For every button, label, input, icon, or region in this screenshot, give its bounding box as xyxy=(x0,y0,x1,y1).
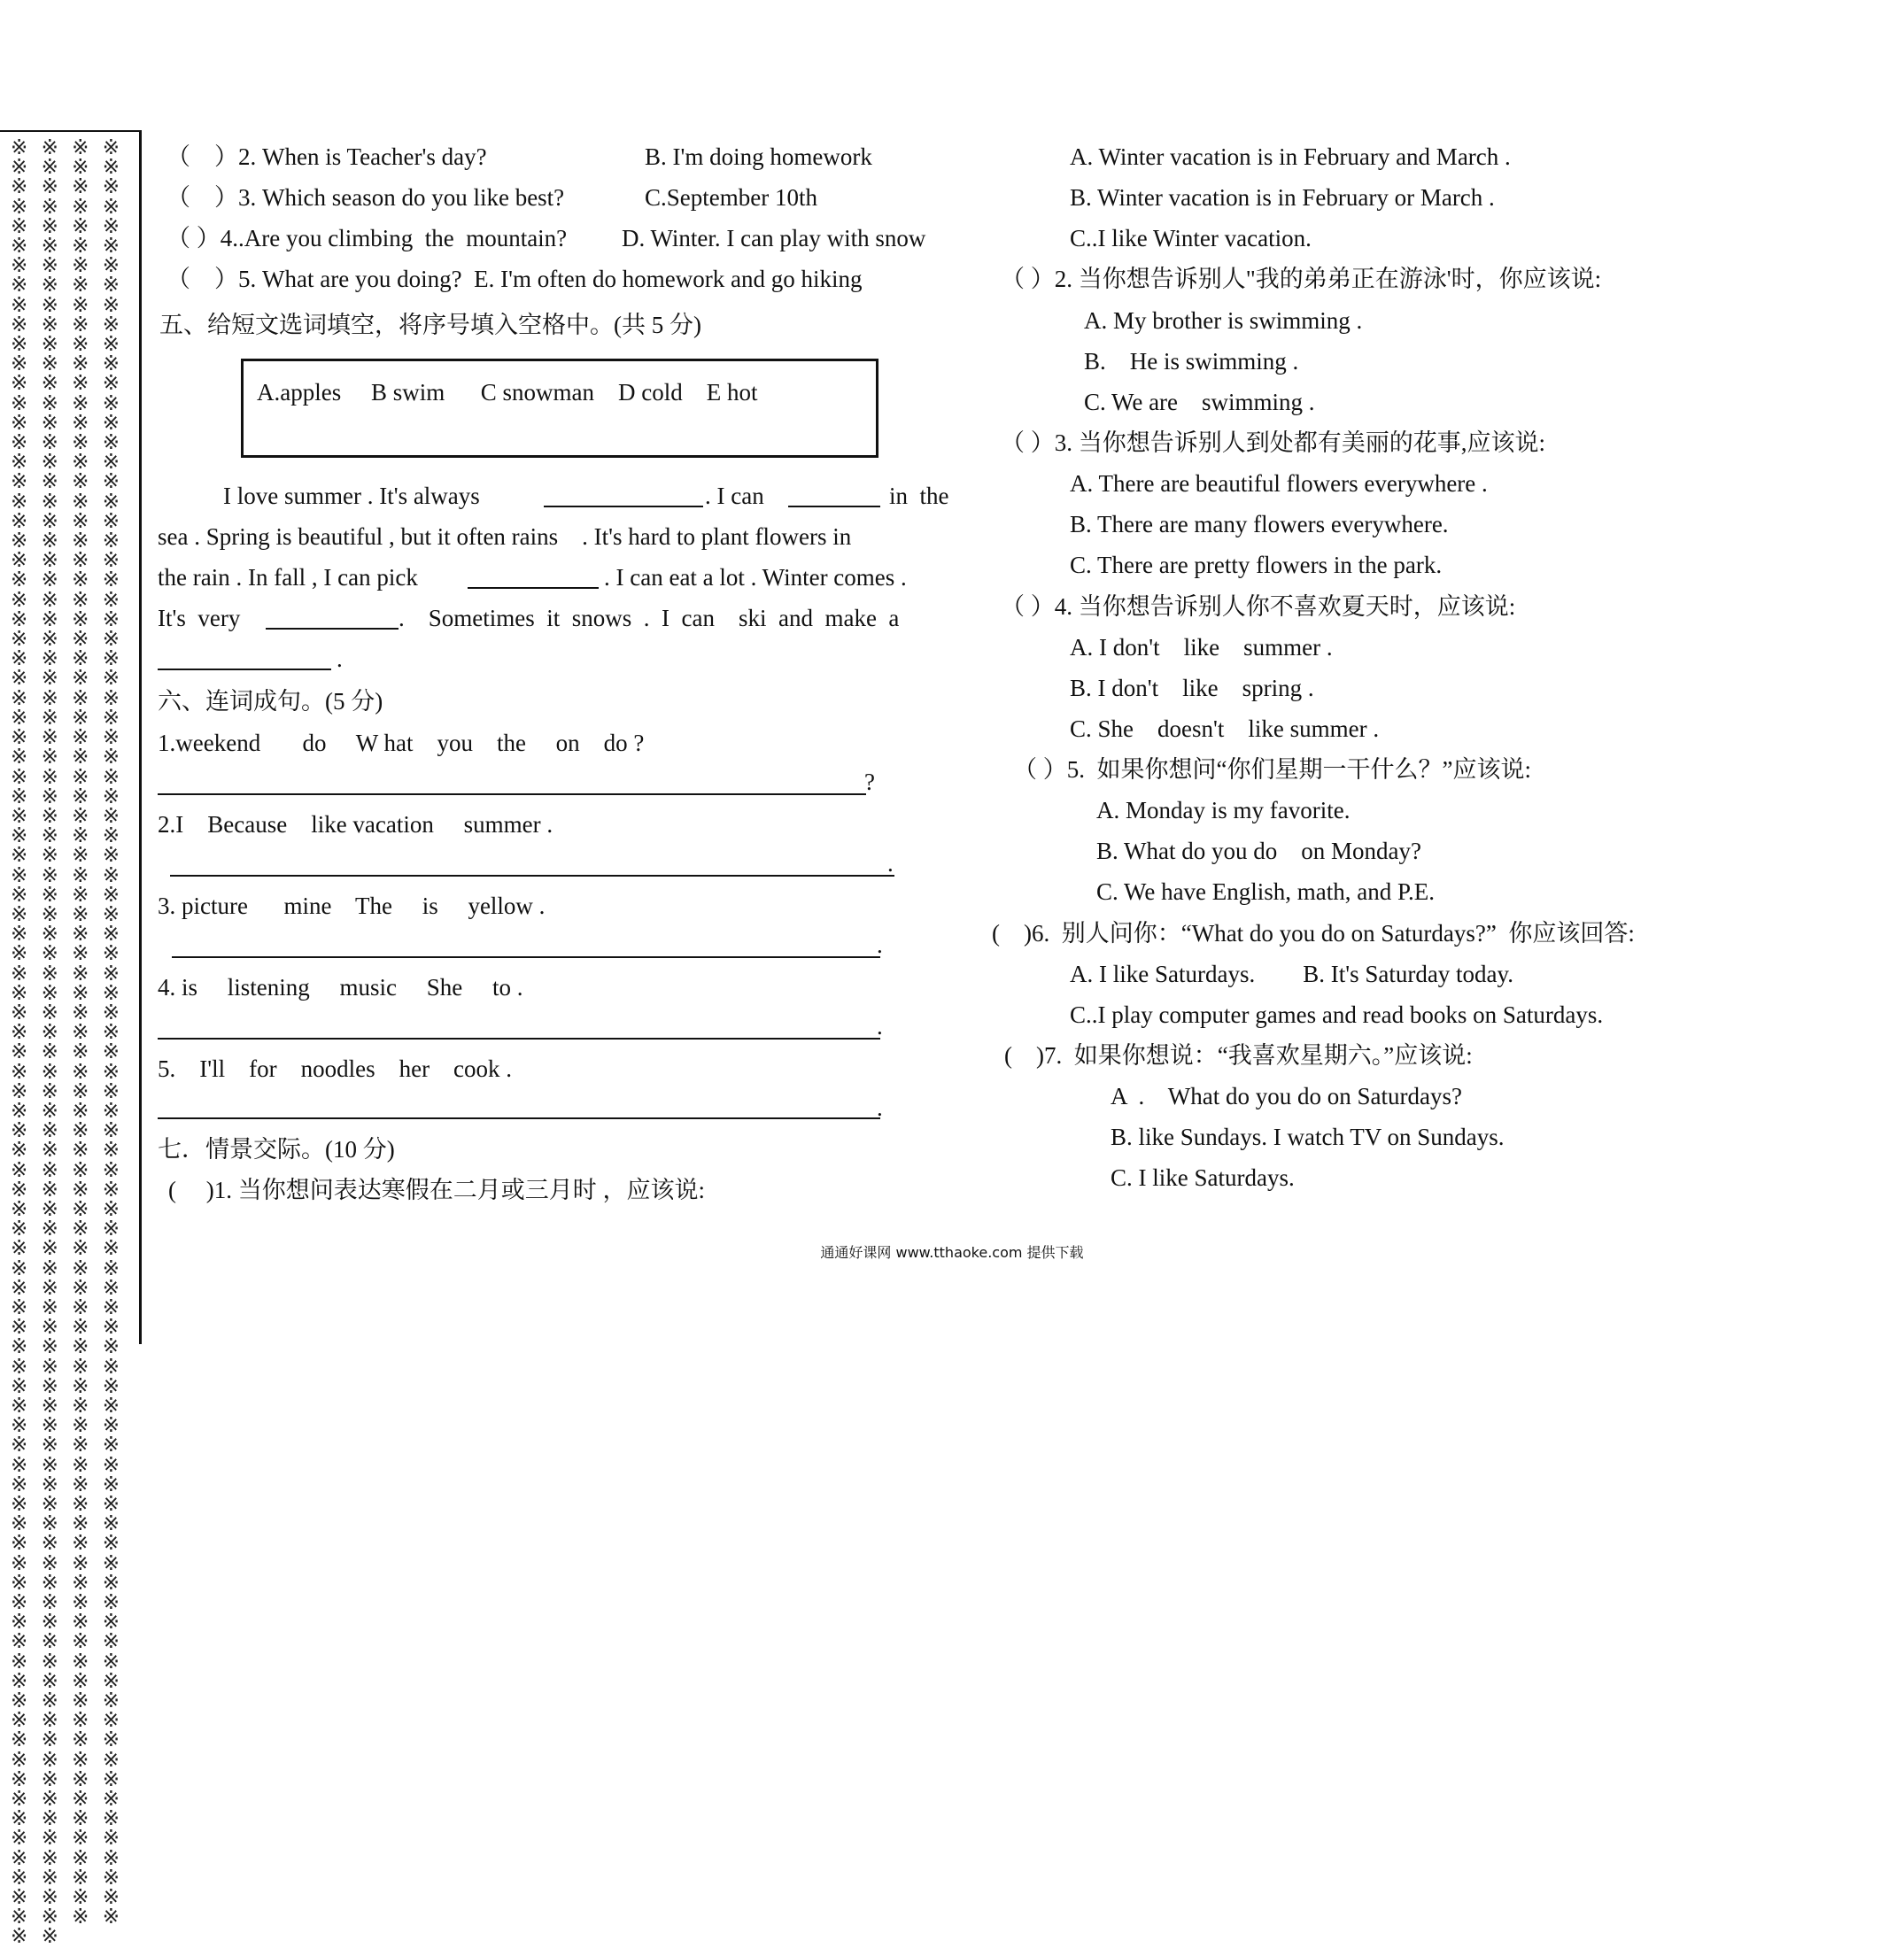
section-5-title: 五、给短文选词填空，将序号填入空格中。(共 5 分) xyxy=(159,312,701,338)
answer-c: C.September 10th xyxy=(645,184,817,211)
section-7-title: 七．情景交际。(10 分) xyxy=(158,1136,395,1163)
q7-1-option-a: A. Winter vacation is in February and March . xyxy=(1070,143,1511,170)
answer-line-2[interactable] xyxy=(170,875,894,877)
q7-2-option-b: B. He is swimming . xyxy=(1084,348,1299,375)
answer-b: B. I'm doing homework xyxy=(645,143,872,170)
paragraph-line-1a: I love summer . It's always xyxy=(223,483,480,509)
paragraph-line-4b: . Sometimes it snows . I can ski and make a xyxy=(399,605,900,631)
paragraph-line-5: . xyxy=(337,645,343,672)
answer-line-1[interactable] xyxy=(158,793,866,795)
answer-line-5[interactable] xyxy=(158,1117,880,1119)
question-7-3: （ ）3. 当你想告诉别人到处都有美丽的花事,应该说: xyxy=(1001,429,1546,456)
q7-6-options-ab: A. I like Saturdays. B. It's Saturday today. xyxy=(1070,961,1514,987)
question-4-4: （ ）4..Are you climbing the mountain? xyxy=(166,225,568,251)
blank-1[interactable] xyxy=(544,506,703,507)
question-7-6: ( )6. 别人问你：“What do you do on Saturdays?” 你应该回答: xyxy=(992,920,1635,947)
sentence-1-words: 1.weekend do W hat you the on do ? xyxy=(158,730,645,756)
answer-line-1-end: ? xyxy=(864,769,875,795)
q7-3-option-a: A. There are beautiful flowers everywhere . xyxy=(1070,470,1488,497)
q7-4-option-a: A. I don't like summer . xyxy=(1070,634,1333,661)
blank-4[interactable] xyxy=(266,628,399,630)
q7-6-option-c: C..I play computer games and read books on Saturdays. xyxy=(1070,1001,1604,1028)
q7-2-option-a: A. My brother is swimming . xyxy=(1084,307,1363,334)
sentence-3-words: 3. picture mine The is yellow . xyxy=(158,893,546,919)
margin-top-line xyxy=(0,130,142,132)
question-4-3: （ ）3. Which season do you like best? xyxy=(166,184,565,211)
answer-line-3-end: . xyxy=(877,931,883,958)
question-7-4: （ ）4. 当你想告诉别人你不喜欢夏天时，应该说: xyxy=(1001,593,1516,620)
answer-line-2-end: . xyxy=(887,850,894,877)
footer-credit: 通通好课网 www.tthaoke.com 提供下载 xyxy=(820,1244,1084,1261)
answer-line-5-end: . xyxy=(877,1094,883,1121)
margin-star-pattern: ※ ※ ※ ※ ※ ※ ※ ※ ※ ※ ※ ※ ※ ※ ※ ※ ※ ※ ※ ※ ※ ※ ※ ※ ※ ※ ※ ※ ※ ※ ※ ※ ※ ※ ※ ※ ※ ※ ※ ※ ※ ※ ※ ※ ※ ※ ※ ※ ※ ※ ※ ※ ※ ※ ※ ※ ※ ※ ※ ※ ※ ※ ※ ※ ※ ※ ※ ※ ※ ※ ※ ※ ※ ※ ※ ※ ※ ※ ※ ※ ※ ※ ※ ※ ※ ※ ※ ※ ※ ※ ※ ※ ※ ※ ※ ※ ※ ※ ※ ※ ※ ※ ※ ※ ※ ※ ※ ※ ※ ※ ※ ※ ※ ※ ※ ※ ※ ※ ※ ※ ※ ※ ※ ※ ※ ※ ※ ※ ※ ※ ※ ※ ※ ※ ※ ※ ※ ※ ※ ※ ※ ※ ※ ※ ※ ※ ※ ※ ※ ※ ※ ※ ※ ※ ※ ※ ※ ※ ※ ※ ※ ※ ※ ※ ※ ※ ※ ※ ※ ※ ※ ※ ※ ※ ※ ※ ※ ※ ※ ※ ※ ※ ※ ※ ※ ※ ※ ※ ※ ※ ※ ※ ※ ※ ※ ※ ※ ※ ※ ※ ※ ※ ※ ※ ※ ※ ※ ※ ※ ※ ※ ※ ※ ※ ※ ※ ※ ※ ※ ※ ※ ※ ※ ※ ※ ※ ※ ※ ※ ※ ※ ※ ※ ※ ※ ※ ※ ※ ※ ※ ※ ※ ※ ※ ※ ※ ※ ※ ※ ※ ※ ※ ※ ※ ※ ※ ※ ※ ※ ※ ※ ※ ※ ※ ※ ※ ※ ※ ※ ※ ※ ※ ※ ※ ※ ※ ※ ※ ※ ※ ※ ※ ※ ※ ※ ※ ※ ※ ※ ※ ※ ※ ※ ※ ※ ※ ※ ※ ※ ※ ※ ※ ※ ※ ※ ※ ※ ※ ※ ※ ※ ※ ※ ※ ※ ※ ※ ※ ※ ※ ※ ※ ※ ※ ※ ※ ※ ※ ※ ※ ※ ※ ※ ※ ※ ※ ※ ※ ※ ※ ※ ※ ※ ※ ※ ※ ※ ※ ※ ※ ※ ※ ※ ※ ※ ※ ※ ※ ※ ※ ※ ※ ※ ※ ※ ※ xyxy=(11,136,124,1948)
q7-4-option-b: B. I don't like spring . xyxy=(1070,675,1314,701)
q7-3-option-c: C. There are pretty flowers in the park. xyxy=(1070,552,1443,578)
paragraph-line-3a: the rain . In fall , I can pick xyxy=(158,564,418,591)
answer-d: D. Winter. I can play with snow xyxy=(622,225,926,251)
q7-7-option-b: B. like Sundays. I watch TV on Sundays. xyxy=(1111,1124,1505,1150)
question-7-2: （ ）2. 当你想告诉别人"我的弟弟正在游泳'时，你应该说: xyxy=(1001,266,1602,292)
sentence-5-words: 5. I'll for noodles her cook . xyxy=(158,1055,513,1082)
blank-3[interactable] xyxy=(468,587,599,589)
word-bank-box xyxy=(241,359,878,458)
question-7-1: ( )1. 当你想问表达寒假在二月或三月时 ，应该说: xyxy=(168,1177,705,1203)
margin-divider-line xyxy=(139,131,142,1344)
q7-1-option-c: C..I like Winter vacation. xyxy=(1070,225,1312,251)
blank-2[interactable] xyxy=(788,506,880,507)
q7-7-option-c: C. I like Saturdays. xyxy=(1111,1164,1295,1191)
paragraph-line-3b: . I can eat a lot . Winter comes . xyxy=(604,564,907,591)
q7-3-option-b: B. There are many flowers everywhere. xyxy=(1070,511,1449,537)
paragraph-line-1b: . I can xyxy=(705,483,764,509)
paragraph-line-2: sea . Spring is beautiful , but it often rains . It's hard to plant flowers in xyxy=(158,523,852,550)
q7-7-option-a: A . What do you do on Saturdays? xyxy=(1111,1083,1462,1109)
q7-4-option-c: C. She doesn't like summer . xyxy=(1070,715,1380,742)
answer-line-4-end: . xyxy=(877,1013,883,1040)
q7-5-option-a: A. Monday is my favorite. xyxy=(1096,797,1351,823)
question-7-7: ( )7. 如果你想说：“我喜欢星期六。”应该说: xyxy=(1004,1042,1473,1069)
answer-line-3[interactable] xyxy=(172,956,880,958)
paragraph-line-4a: It's very xyxy=(158,605,241,631)
sentence-2-words: 2.I Because like vacation summer . xyxy=(158,811,553,838)
blank-5[interactable] xyxy=(158,669,331,670)
q7-5-option-b: B. What do you do on Monday? xyxy=(1096,838,1421,864)
q7-2-option-c: C. We are swimming . xyxy=(1084,389,1315,415)
section-6-title: 六、连词成句。(5 分) xyxy=(158,688,383,715)
question-4-5: （ ）5. What are you doing? E. I'm often do homework and go hiking xyxy=(166,266,863,292)
word-bank-words: A.apples B swim C snowman D cold E hot xyxy=(257,379,758,406)
sentence-4-words: 4. is listening music She to . xyxy=(158,974,523,1001)
answer-line-4[interactable] xyxy=(158,1038,880,1040)
question-4-2: （ ）2. When is Teacher's day? xyxy=(166,143,487,170)
paragraph-line-1c: in the xyxy=(889,483,949,509)
q7-5-option-c: C. We have English, math, and P.E. xyxy=(1096,878,1436,905)
question-7-5: （ ）5. 如果你想问“你们星期一干什么？”应该说: xyxy=(1013,756,1531,783)
q7-1-option-b: B. Winter vacation is in February or March . xyxy=(1070,184,1495,211)
